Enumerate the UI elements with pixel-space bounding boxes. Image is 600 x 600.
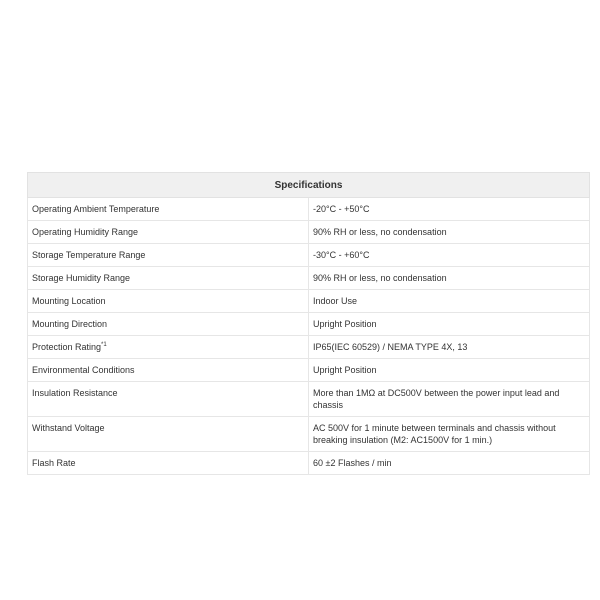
spec-label: Withstand Voltage: [28, 417, 309, 452]
table-row: [28, 336, 590, 359]
spec-label-cell: [28, 336, 309, 359]
spec-label: Operating Humidity Range: [28, 221, 309, 244]
spec-label: Storage Humidity Range: [28, 267, 309, 290]
spec-value: 60 ±2 Flashes / min: [309, 452, 590, 475]
spec-label: Flash Rate: [28, 452, 309, 475]
spec-value: -20°C - +50°C: [309, 198, 590, 221]
table-row: [28, 290, 590, 313]
table-row: [28, 221, 590, 244]
spec-value: 90% RH or less, no condensation: [309, 267, 590, 290]
spec-label: Protection Rating: [32, 342, 102, 352]
spec-value: Indoor Use: [309, 290, 590, 313]
spec-value: Upright Position: [309, 313, 590, 336]
spec-label: Mounting Location: [28, 290, 309, 313]
spec-value: AC 500V for 1 minute between terminals and chassis without breaking insulation (M2: AC1500V for 1 min.): [309, 417, 590, 452]
spec-label: Environmental Conditions: [28, 359, 309, 382]
table-row: [28, 382, 590, 417]
table-header-row: [28, 173, 590, 198]
table-row: [28, 198, 590, 221]
spec-label: Operating Ambient Temperature: [28, 198, 309, 221]
spec-label: Storage Temperature Range: [28, 244, 309, 267]
spec-value: More than 1MΩ at DC500V between the power input lead and chassis: [309, 382, 590, 417]
table-row: [28, 244, 590, 267]
spec-value: Upright Position: [309, 359, 590, 382]
spec-label: Insulation Resistance: [28, 382, 309, 417]
spec-label: Mounting Direction: [28, 313, 309, 336]
table-row: [28, 359, 590, 382]
specifications-table: [27, 172, 590, 475]
spec-value: IP65(IEC 60529) / NEMA TYPE 4X, 13: [309, 336, 590, 359]
footnote-marker: *1: [101, 342, 107, 348]
table-title: Specifications: [28, 173, 590, 198]
spec-value: 90% RH or less, no condensation: [309, 221, 590, 244]
spec-value: -30°C - +60°C: [309, 244, 590, 267]
table-row: [28, 267, 590, 290]
table-row: [28, 417, 590, 452]
table-row: [28, 452, 590, 475]
table-row: [28, 313, 590, 336]
